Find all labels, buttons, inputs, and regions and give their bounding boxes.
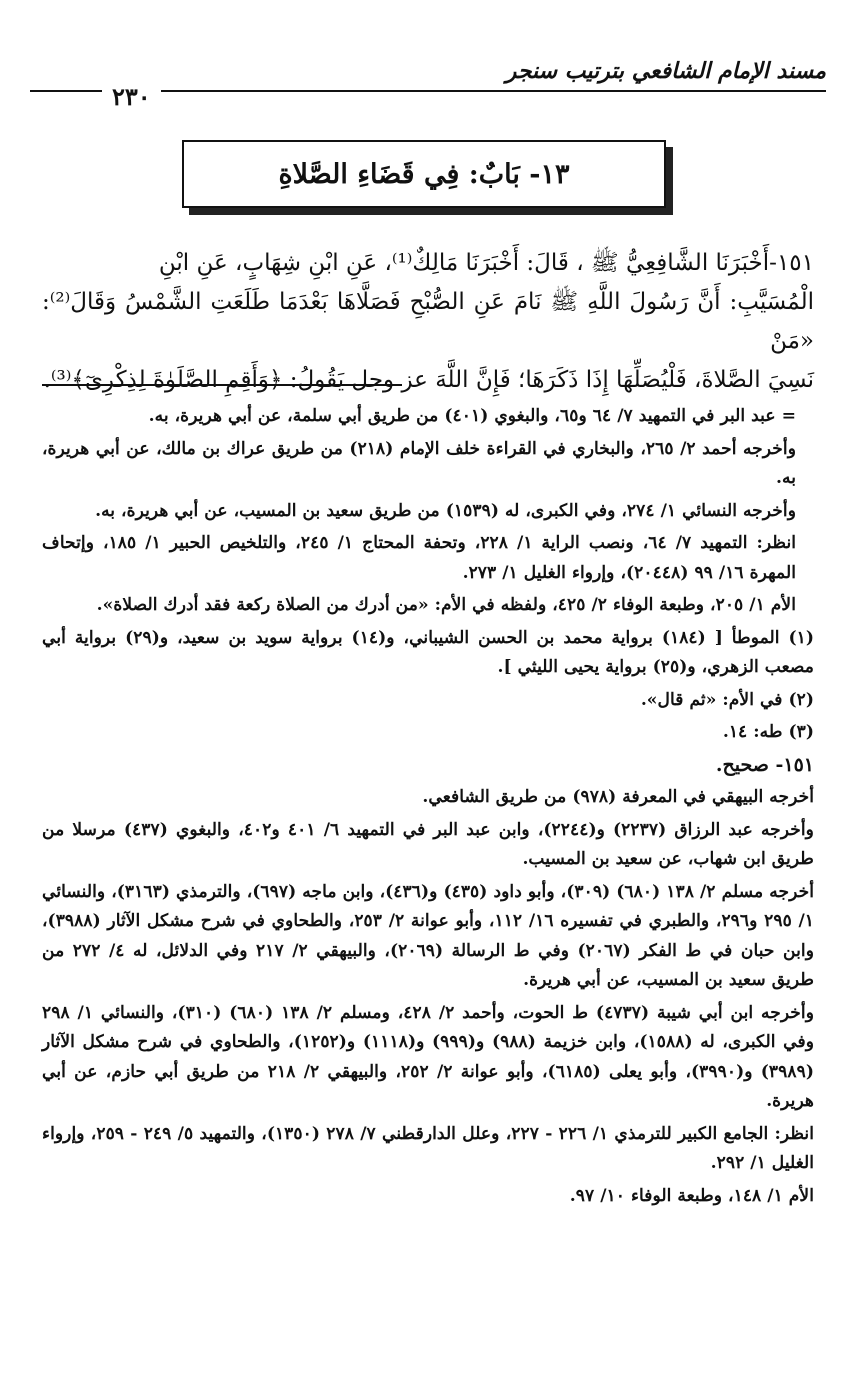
takhrij-paragraph: أخرجه مسلم ٢/ ١٣٨ (٦٨٠) (٣٠٩)، وأبو داود (٤٣٥) و(٤٣٦)، وابن ماجه (٦٩٧)، والترمذي (٣١٦٣)، والنسائي ١/ ٢٩٥ و٢٩٦، والطبري في تفسيره ١٦/ ١١٢، وأبو عوانة ٢/ ٢٥٣، والطحاوي في شرح مشكل الآثار (٣٩٨٨)، وابن حبان في ط الفكر (٢٠٦٧) وفي ط الرسالة (٢٠٦٩)، والبيهقي ٢/ ٢١٧ وفي الدلائل، له ٤/ ٢٧٢ من طريق سعيد بن المسيب، عن أبي هريرة. — [42, 881, 815, 990]
book-title: مسند الإمام الشافعي بترتيب سنجر — [505, 58, 826, 84]
footnote-2: (٢) في الأم: «ثم قال». — [640, 689, 814, 710]
chapter-title: ١٣- بَابٌ: فِي قَضَاءِ الصَّلاةِ — [278, 158, 570, 190]
hadith-line: ١٥١-أَخْبَرَنَا الشَّافِعِيُّ ﷺ ، قَالَ: أَخْبَرَنَا مَالِكٌ⁽¹⁾، عَنِ ابْنِ شِهَابٍ، عَنِ ابْنِ — [158, 250, 814, 276]
footnotes — [42, 402, 814, 1214]
page-number: ٢٣٠ — [102, 82, 161, 111]
hadith-line: نَسِيَ الصَّلاةَ، فَلْيُصَلِّهَا إِذَا ذَكَرَهَا؛ فَإِنَّ اللَّهَ عز وجل يَقُولُ: ﴿وَأَقِمِ الصَّلَوٰةَ لِذِكْرِىٓ﴾⁽³⁾. — [43, 367, 814, 393]
takhrij-heading: ١٥١- صحيح. — [715, 753, 814, 776]
note-paragraph: الأم ١/ ٢٠٥، وطبعة الوفاء ٢/ ٤٢٥، ولفظه في الأم: «من أدرك من الصلاة ركعة فقد أدرك الصلاة». — [96, 595, 796, 615]
takhrij-paragraph: الأم ١/ ١٤٨، وطبعة الوفاء ١٠/ ٩٧. — [569, 1185, 814, 1206]
chapter-title-box — [182, 140, 666, 208]
takhrij-paragraph: انظر: الجامع الكبير للترمذي ١/ ٢٢٦ - ٢٢٧، وعلل الدارقطني ٧/ ٢٧٨ (١٣٥٠)، والتمهيد ٥/ ٢٤٩ - ٢٥٩، وإرواء الغليل ١/ ٢٩٢. — [42, 1123, 814, 1173]
hadith-line: الْمُسَيَّبِ: أَنَّ رَسُولَ اللَّهِ ﷺ نَامَ عَنِ الصُّبْحِ فَصَلَّاهَا بَعْدَمَا طَلَعَتِ الشَّمْسُ وَقَالَ⁽²⁾: «مَنْ — [42, 289, 814, 354]
note-paragraph: وأخرجه النسائي ١/ ٢٧٤، وفي الكبرى، له (١٥٣٩) من طريق سعيد بن المسيب، عن أبي هريرة، به. — [95, 500, 796, 521]
takhrij-paragraph: أخرجه البيهقي في المعرفة (٩٧٨) من طريق الشافعي. — [422, 787, 814, 807]
note-paragraph: انظر: التمهيد ٧/ ٦٤، ونصب الراية ١/ ٢٢٨، وتحفة المحتاج ١/ ٢٤٥، والتلخيص الحبير ١/ ١٨٥، وإتحاف المهرة ١٦/ ٩٩ (٢٠٤٤٨)، وإرواء الغليل ١/ ٢٧٣. — [42, 533, 797, 583]
takhrij-paragraph: وأخرجه عبد الرزاق (٢٢٣٧) و(٢٢٤٤)، وابن عبد البر في التمهيد ٦/ ٤٠١ و٤٠٢، والبغوي (٤٣٧) مرسلا من طريق ابن شهاب، عن سعيد بن المسيب. — [42, 819, 814, 869]
note-paragraph: وأخرجه أحمد ٢/ ٢٦٥، والبخاري في القراءة خلف الإمام (٢١٨) من طريق عراك بن مالك، عن أبي هريرة، به. — [42, 438, 796, 488]
hadith-text — [42, 244, 814, 400]
footnote-separator — [42, 384, 402, 386]
footnote-3: (٣) طه: ١٤. — [722, 722, 814, 742]
footnote-1: (١) الموطأ [ (١٨٤) برواية محمد بن الحسن الشيباني، و(١٤) برواية سويد بن سعيد، و(٢٩) برواية أبي مصعب الزهري، و(٢٥) برواية يحيى الليثي ]. — [42, 627, 814, 677]
running-header — [30, 58, 826, 111]
note-paragraph: = عبد البر في التمهيد ٧/ ٦٤ و٦٥، والبغوي (٤٠١) من طريق أبي سلمة، عن أبي هريرة، به. — [148, 406, 796, 426]
takhrij-paragraph: وأخرجه ابن أبي شيبة (٤٧٣٧) ط الحوت، وأحمد ٢/ ٤٢٨، ومسلم ٢/ ١٣٨ (٦٨٠) (٣١٠)، والنسائي ١/ ٢٩٨ وفي الكبرى، له (١٥٨٨)، وابن خزيمة (٩٨٨) و(٩٩٩) و(١١١٨) و(١٢٥٢)، والطحاوي في شرح مشكل الآثار (٣٩٨٩) و(٣٩٩٠)، وأبو يعلى (٦١٨٥)، وأبو عوانة ٢/ ٢٥٢، والبيهقي ٢/ ٢١٨ من طريق أبي حازم، عن أبي هريرة. — [42, 1002, 815, 1111]
